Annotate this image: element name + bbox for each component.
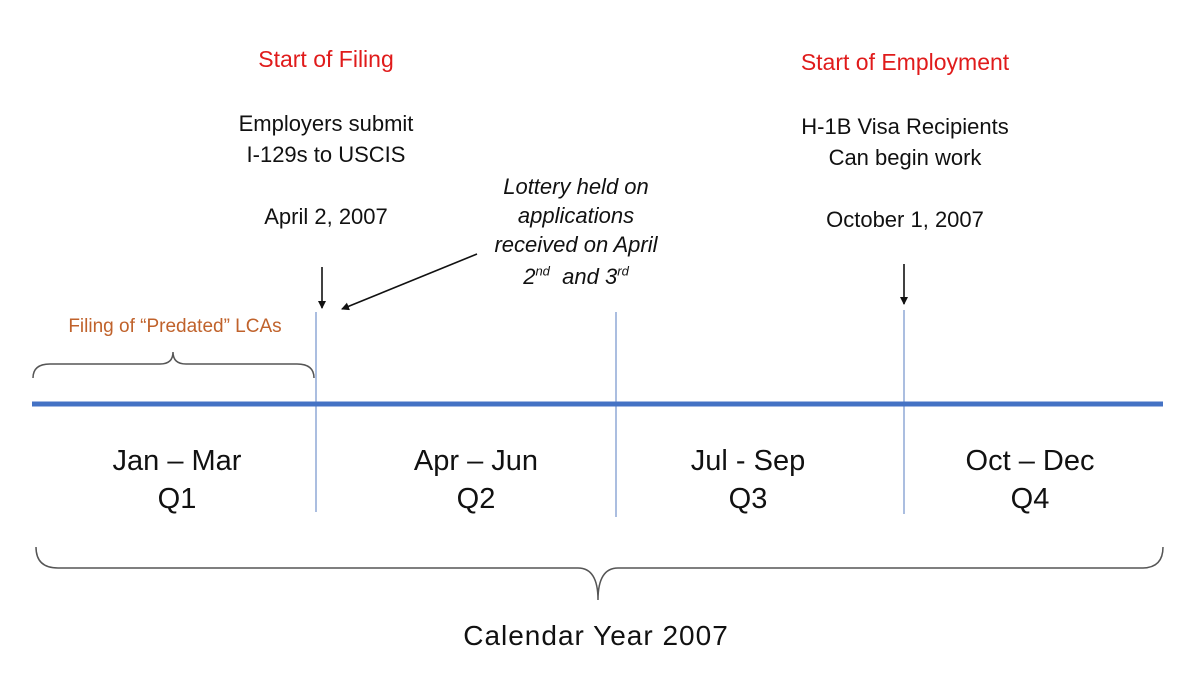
quarter-3 bbox=[648, 442, 848, 518]
lottery-line3: received on April bbox=[494, 232, 658, 257]
quarter-2-months: Apr – Jun bbox=[413, 445, 539, 477]
lottery-day1: 2 bbox=[523, 264, 536, 289]
quarter-1-label: Q1 bbox=[157, 483, 197, 515]
employment-heading: Start of Employment bbox=[800, 49, 1010, 75]
filing-line2: I-129s to USCIS bbox=[246, 142, 406, 167]
lottery-line4 bbox=[466, 262, 686, 291]
calendar-year-caption: Calendar Year 2007 bbox=[463, 620, 729, 651]
quarter-1-months: Jan – Mar bbox=[112, 445, 242, 477]
quarter-4-months: Oct – Dec bbox=[965, 445, 1095, 477]
employment-date: October 1, 2007 bbox=[826, 207, 984, 232]
lottery-arrow bbox=[342, 254, 477, 309]
quarter-2 bbox=[376, 442, 576, 518]
predated-note: Filing of “Predated” LCAs bbox=[68, 316, 282, 337]
filing-line1: Employers submit bbox=[238, 111, 414, 136]
predated-brace bbox=[33, 352, 314, 378]
filing-date: April 2, 2007 bbox=[264, 204, 388, 229]
filing-heading: Start of Filing bbox=[258, 46, 394, 72]
employment-line2: Can begin work bbox=[828, 145, 982, 170]
quarter-3-label: Q3 bbox=[728, 483, 768, 515]
lottery-day2: 3 bbox=[604, 264, 618, 289]
lottery-line1: Lottery held on bbox=[503, 174, 649, 199]
calendar-year-brace bbox=[36, 547, 1163, 600]
quarter-4 bbox=[930, 442, 1130, 518]
quarter-2-label: Q2 bbox=[456, 483, 496, 515]
quarter-4-label: Q4 bbox=[1010, 483, 1050, 515]
lottery-day2-suffix: rd bbox=[617, 263, 629, 279]
quarter-3-months: Jul - Sep bbox=[690, 445, 806, 477]
quarter-1 bbox=[77, 442, 277, 518]
lottery-day1-suffix: nd bbox=[535, 263, 550, 279]
lottery-line2: applications bbox=[517, 203, 635, 228]
employment-line1: H-1B Visa Recipients bbox=[801, 114, 1009, 139]
lottery-connector: and bbox=[562, 264, 599, 289]
